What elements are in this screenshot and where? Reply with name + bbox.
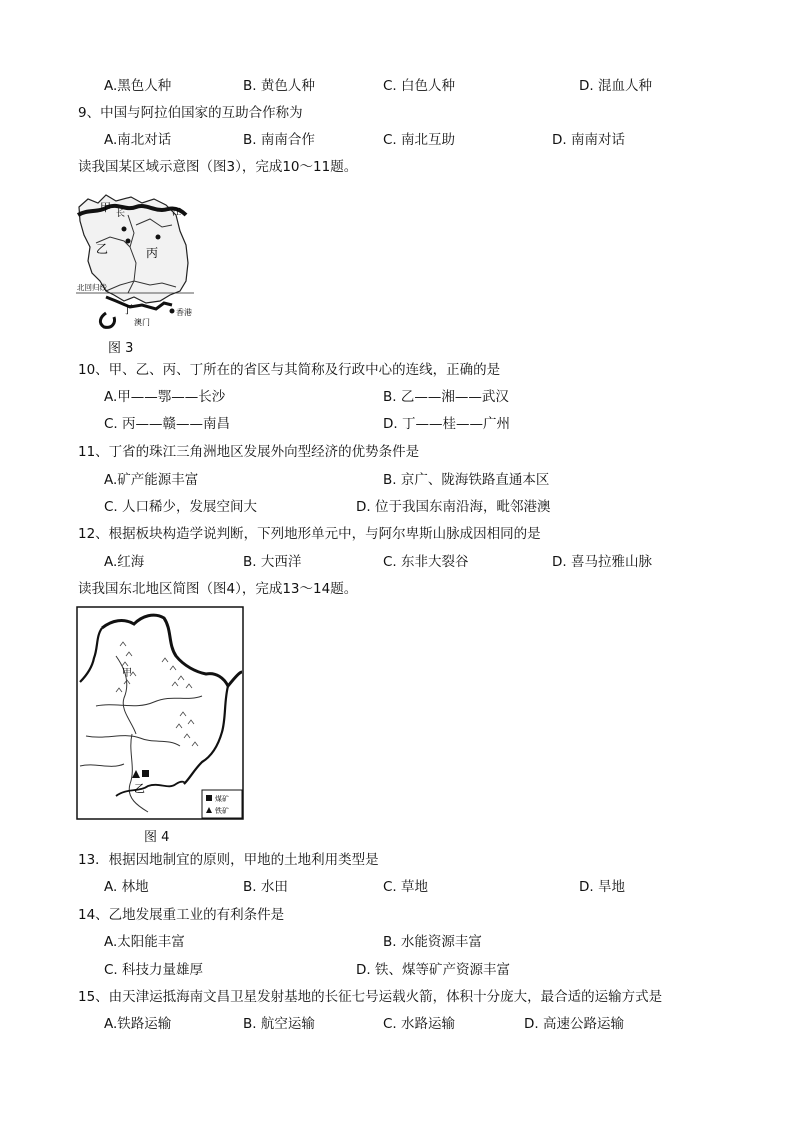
q11-stem: 11、丁省的珠江三角洲地区发展外向型经济的优势条件是 bbox=[78, 444, 420, 460]
fig3-label-chang: 长 bbox=[116, 209, 126, 219]
q9-option-a: A.南北对话 bbox=[104, 132, 172, 148]
legend-coal-marker bbox=[206, 795, 212, 801]
q8-option-c: C. 白色人种 bbox=[383, 78, 456, 94]
q10-option-a: A.甲——鄂——长沙 bbox=[104, 389, 226, 405]
intro-fig3: 读我国某区域示意图（图3），完成10～11题。 bbox=[78, 159, 358, 175]
q15-stem: 15、由天津运抵海南文昌卫星发射基地的长征七号运载火箭，体积十分庞大，最合适的运输方式是 bbox=[78, 989, 663, 1005]
q12-option-d: D. 喜马拉雅山脉 bbox=[552, 554, 652, 570]
fig4-label-jia: 甲 bbox=[122, 668, 132, 679]
q10-option-c: C. 丙——赣——南昌 bbox=[104, 416, 231, 432]
fig3-label-jia: 甲 bbox=[100, 201, 111, 214]
figure-4-map bbox=[76, 606, 244, 820]
q13-option-c: C. 草地 bbox=[383, 879, 429, 895]
q10-option-b: B. 乙——湘——武汉 bbox=[383, 389, 509, 405]
q13-option-d: D. 旱地 bbox=[579, 879, 625, 895]
q15-option-b: B. 航空运输 bbox=[243, 1016, 315, 1032]
q13-option-a: A. 林地 bbox=[104, 879, 149, 895]
fig3-label-ding: 丁 bbox=[122, 303, 133, 316]
fig4-legend-iron: 铁矿 bbox=[215, 807, 229, 815]
fig3-label-hk: 香港 bbox=[176, 308, 192, 317]
q9-option-b: B. 南南合作 bbox=[243, 132, 315, 148]
q12-stem: 12、根据板块构造学说判断，下列地形单元中，与阿尔卑斯山脉成因相同的是 bbox=[78, 526, 541, 542]
q15-option-a: A.铁路运输 bbox=[104, 1016, 172, 1032]
q9-option-c: C. 南北互助 bbox=[383, 132, 456, 148]
fig3-label-macau: 澳门 bbox=[134, 318, 150, 327]
q10-option-d: D. 丁——桂——广州 bbox=[383, 416, 510, 432]
q11-option-a: A.矿产能源丰富 bbox=[104, 472, 199, 488]
q15-option-d: D. 高速公路运输 bbox=[524, 1016, 624, 1032]
intro-fig4: 读我国东北地区简图（图4），完成13～14题。 bbox=[78, 581, 358, 597]
q14-option-a: A.太阳能丰富 bbox=[104, 934, 185, 950]
q9-option-d: D. 南南对话 bbox=[552, 132, 625, 148]
q14-stem: 14、乙地发展重工业的有利条件是 bbox=[78, 907, 285, 923]
q14-option-d: D. 铁、煤等矿产资源丰富 bbox=[356, 962, 510, 978]
q15-option-c: C. 水路运输 bbox=[383, 1016, 456, 1032]
figure-4-caption: 图 4 bbox=[144, 830, 170, 845]
q12-option-a: A.红海 bbox=[104, 554, 145, 570]
q11-option-c: C. 人口稀少，发展空间大 bbox=[104, 499, 258, 515]
figure-3-map bbox=[76, 185, 194, 335]
q13-stem: 13．根据因地制宜的原则，甲地的土地利用类型是 bbox=[78, 852, 379, 868]
fig3-label-jiang: 江 bbox=[172, 208, 182, 218]
q8-option-b: B. 黄色人种 bbox=[243, 78, 315, 94]
q9-stem: 9、中国与阿拉伯国家的互助合作称为 bbox=[78, 105, 303, 121]
fig3-label-bing: 丙 bbox=[146, 246, 159, 260]
q14-option-c: C. 科技力量雄厚 bbox=[104, 962, 204, 978]
q10-stem: 10、甲、乙、丙、丁所在的省区与其简称及行政中心的连线，正确的是 bbox=[78, 362, 501, 378]
q14-option-b: B. 水能资源丰富 bbox=[383, 934, 482, 950]
q13-option-b: B. 水田 bbox=[243, 879, 288, 895]
q8-option-d: D. 混血人种 bbox=[579, 78, 652, 94]
fig3-label-yi: 乙 bbox=[96, 242, 109, 256]
q11-option-d: D. 位于我国东南沿海，毗邻港澳 bbox=[356, 499, 551, 515]
q12-option-b: B. 大西洋 bbox=[243, 554, 302, 570]
q12-option-c: C. 东非大裂谷 bbox=[383, 554, 469, 570]
figure-3-caption: 图 3 bbox=[108, 341, 134, 356]
q8-option-a: A.黑色人种 bbox=[104, 78, 172, 94]
fig4-legend-coal: 煤矿 bbox=[215, 795, 229, 803]
fig3-label-tropic: 北回归线 bbox=[77, 283, 107, 292]
fig4-label-yi: 乙 bbox=[134, 782, 145, 795]
q11-option-b: B. 京广、陇海铁路直通本区 bbox=[383, 472, 550, 488]
